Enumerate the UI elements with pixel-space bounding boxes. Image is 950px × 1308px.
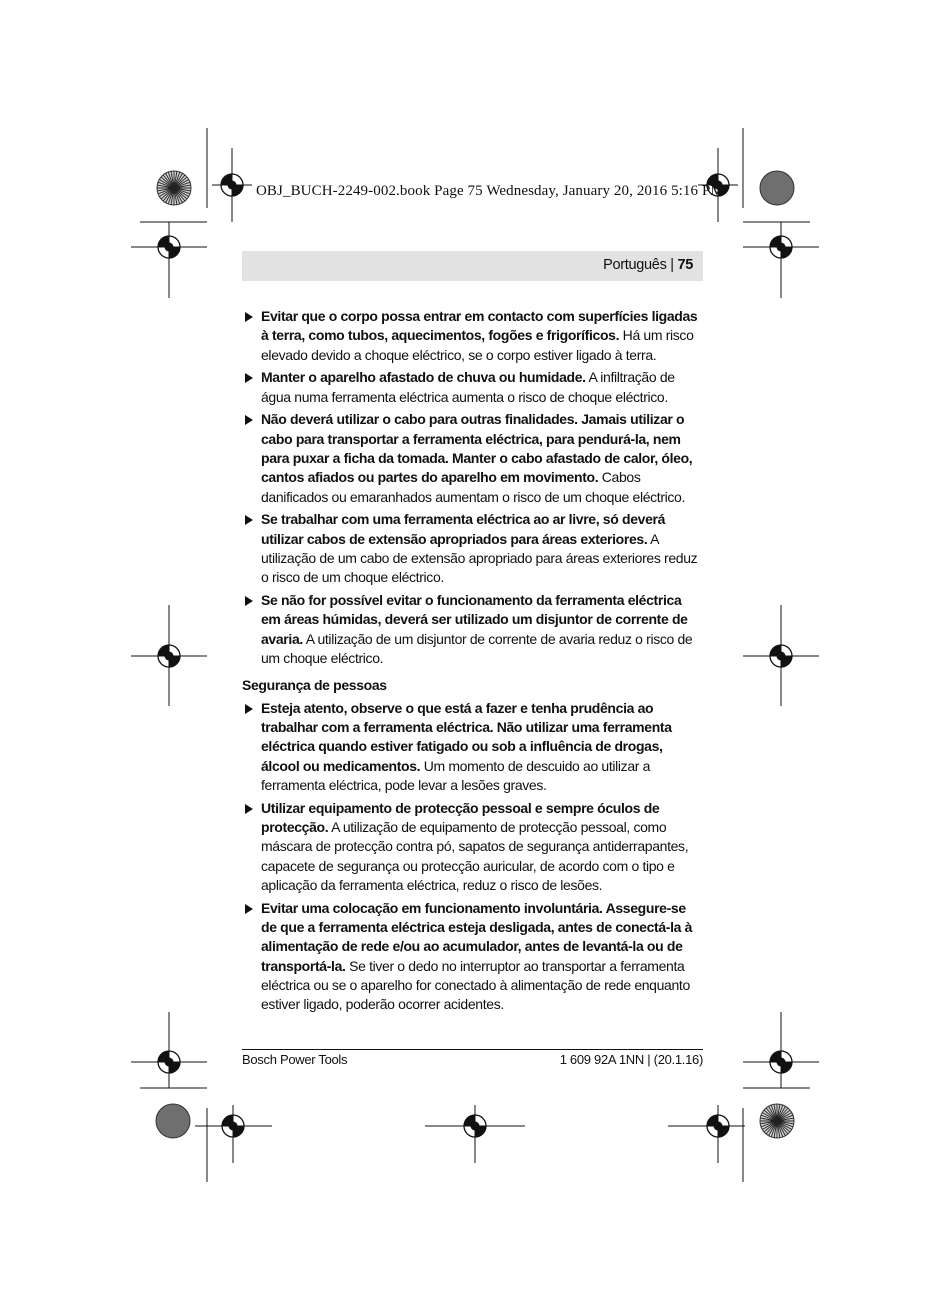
bullet-triangle-icon [245, 373, 253, 383]
registration-target [158, 645, 180, 667]
footer-brand: Bosch Power Tools [242, 1052, 348, 1067]
bullet-triangle-icon [245, 312, 253, 322]
item-bold-text: Evitar que o corpo possa entrar em contacto com superfícies ligadas à terra, como tubos, aquecimentos, fogões e frigoríficos. [261, 308, 698, 344]
slug-line: OBJ_BUCH-2249-002.book Page 75 Wednesday, January 20, 2016 5:16 PM [256, 183, 724, 199]
header-separator: | [670, 257, 674, 273]
item-bold-text: Utilizar equipamento de protecção pessoal e sempre óculos de protecção. [261, 799, 660, 835]
item-bold-text: Se não for possível evitar o funcionamento da ferramenta eléctrica em áreas húmidas, deverá ser utilizado um disjuntor de corrente de avaria. [261, 592, 688, 647]
safety-item [242, 368, 703, 407]
item-text: A utilização de um cabo de extensão apropriado para áreas exteriores reduz o risco de um choque eléctrico. [261, 530, 698, 586]
gray-disk-mark [760, 171, 794, 205]
item-text: A infiltração de água numa ferramenta eléctrica aumenta o risco de choque eléctrico. [261, 369, 675, 405]
bullet-triangle-icon [245, 804, 253, 814]
safety-item [242, 510, 703, 587]
bullet-triangle-icon [245, 596, 253, 606]
page-header [242, 251, 703, 281]
safety-item [242, 699, 703, 795]
registration-target [770, 645, 792, 667]
section-heading: Segurança de pessoas [242, 677, 387, 694]
safety-item [242, 307, 703, 365]
item-text: Cabos danificados ou emaranhados aumentam o risco de um choque eléctrico. [261, 469, 686, 505]
item-text: A utilização de equipamento de protecção pessoal, como máscara de protecção contra pó, sapatos de segurança antiderrapantes, capacete de segurança ou protecção auricular, de acordo com o tipo e aplicação da ferramenta eléctrica, reduz o risco de lesões. [261, 818, 689, 893]
safety-item [242, 591, 703, 668]
item-bold-text: Não deverá utilizar o cabo para outras finalidades. Jamais utilizar o cabo para transportar a ferramenta eléctrica, para pendurá-la, nem para puxar a ficha da tomada. Manter o cabo afastado de calor, óleo, cantos afiados ou partes do aparelho em movimento. [261, 411, 693, 486]
header-text [603, 257, 693, 273]
item-bold-text: Manter o aparelho afastado de chuva ou humidade. [261, 369, 586, 386]
safety-item [242, 410, 703, 506]
starburst-mark [157, 171, 191, 205]
registration-target [221, 174, 243, 196]
registration-target [158, 1051, 180, 1073]
header-page-number: 75 [677, 257, 693, 273]
footer-doc-code: 1 609 92A 1NN | (20.1.16) [559, 1052, 703, 1067]
item-bold-text: Evitar uma colocação em funcionamento involuntária. Assegure-se de que a ferramenta eléctrica esteja desligada, antes de conectá-la à alimentação de rede e/ou ao acumulador, antes de levantá-la ou de transportá-la. [261, 899, 693, 974]
item-text: Se tiver o dedo no interruptor ao transportar a ferramenta eléctrica ou se o aparelho for conectado à alimentação de rede enquanto estiver ligado, poderão ocorrer acidentes. [261, 957, 690, 1013]
starburst-mark [760, 1104, 794, 1138]
item-text: A utilização de um disjuntor de corrente de avaria reduz o risco de um choque eléctrico. [261, 630, 693, 667]
gray-disk-mark [156, 1104, 190, 1138]
bullet-triangle-icon [245, 704, 253, 714]
bullet-triangle-icon [245, 904, 253, 914]
header-language: Português [603, 257, 667, 273]
registration-target [158, 236, 180, 258]
item-text: Um momento de descuido ao utilizar a ferramenta eléctrica, pode levar a lesões graves. [261, 757, 651, 793]
item-text: Há um risco elevado devido a choque eléctrico, se o corpo estiver ligado à terra. [261, 327, 694, 363]
safety-item [242, 899, 703, 1015]
registration-target [464, 1115, 486, 1137]
registration-target [770, 1051, 792, 1073]
footer-rule [242, 1049, 703, 1050]
registration-target [770, 236, 792, 258]
bullet-triangle-icon [245, 515, 253, 525]
bullet-triangle-icon [245, 415, 253, 425]
registration-target [707, 1115, 729, 1137]
registration-target [222, 1115, 244, 1137]
page-content [242, 307, 703, 1018]
item-bold-text: Esteja atento, observe o que está a fazer e tenha prudência ao trabalhar com a ferramenta eléctrica. Não utilizar uma ferramenta eléctrica quando estiver fatigado ou sob a influência de drogas, álcool ou medicamentos. [261, 699, 672, 774]
item-bold-text: Se trabalhar com uma ferramenta eléctrica ao ar livre, só deverá utilizar cabos de extensão apropriados para áreas exteriores. [261, 511, 666, 547]
safety-item [242, 799, 703, 895]
